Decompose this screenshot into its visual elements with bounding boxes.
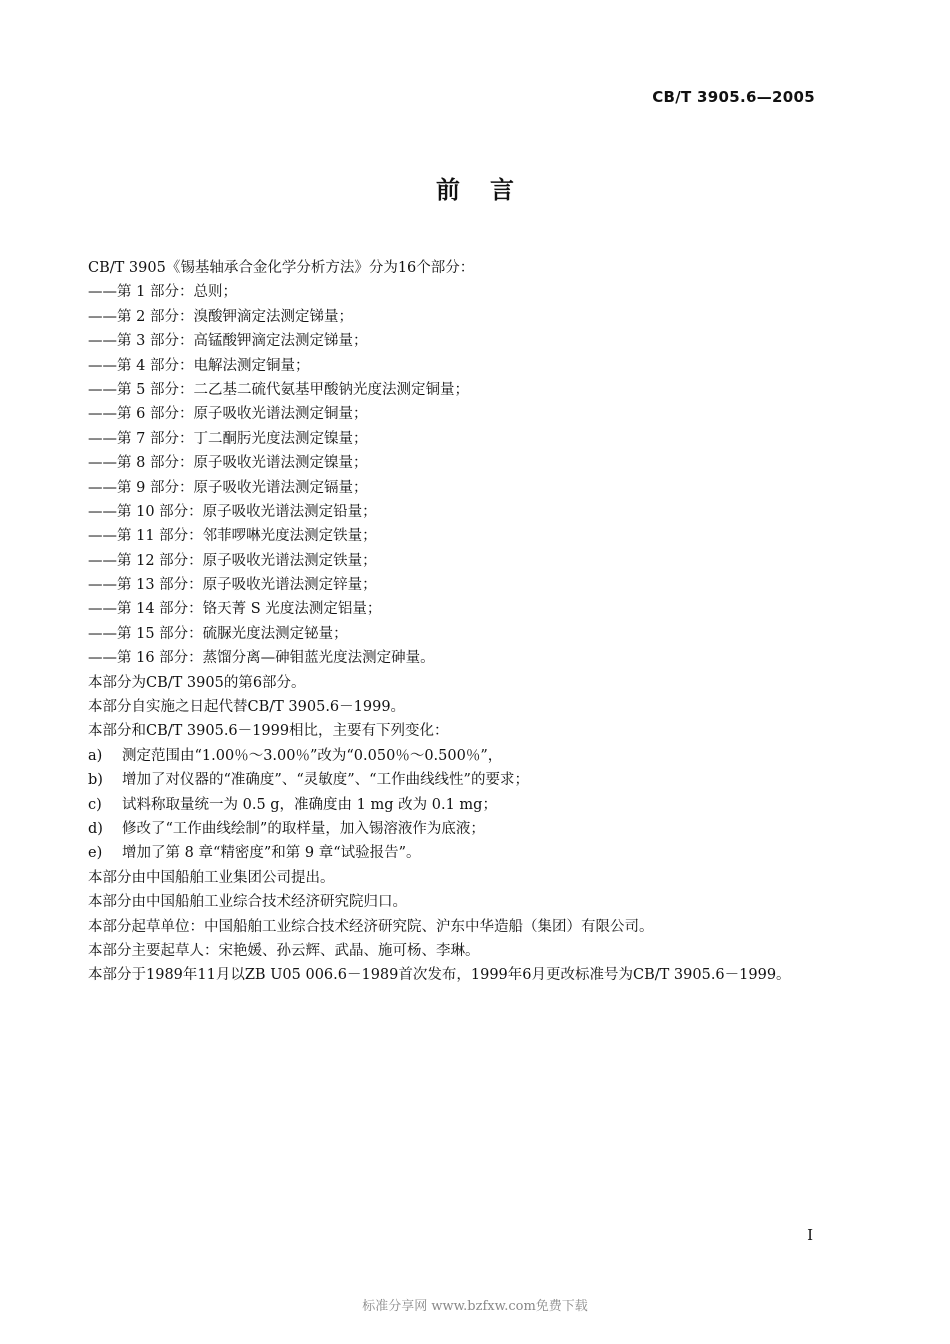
statement-paragraph: 本部分由中国船舶工业集团公司提出。 [88, 869, 335, 886]
intro-paragraph: CB/T 3905《锡基轴承合金化学分析方法》分为16个部分： [88, 260, 475, 276]
change-item-letter: c) [88, 796, 102, 813]
change-item-letter: d) [88, 820, 103, 837]
change-item-text: 增加了第 8 章“精密度”和第 9 章“试验报告”。 [122, 845, 421, 862]
change-item [88, 768, 848, 792]
part-item: ——第 6 部分：原子吸收光谱法测定铜量； [88, 406, 368, 423]
part-item: ——第 2 部分：溴酸钾滴定法测定锑量； [88, 308, 353, 325]
change-item-text: 增加了对仪器的“准确度”、“灵敏度”、“工作曲线线性”的要求； [122, 772, 529, 789]
change-item-letter: a) [88, 747, 103, 764]
watermark-text: 标准分享网 www.bzfxw.com免费下载 [362, 1299, 588, 1314]
part-item: ——第 8 部分：原子吸收光谱法测定镍量； [88, 455, 368, 472]
statement-paragraph: 本部分主要起草人：宋艳媛、孙云辉、武晶、施可杨、李琳。 [88, 942, 480, 959]
part-item: ——第 16 部分：蒸馏分离—砷钼蓝光度法测定砷量。 [88, 650, 435, 667]
change-item-letter: b) [88, 772, 103, 789]
part-item: ——第 12 部分：原子吸收光谱法测定铁量； [88, 552, 377, 569]
document-body [88, 256, 848, 988]
change-item [88, 841, 848, 865]
change-item [88, 817, 848, 841]
part-item: ——第 10 部分：原子吸收光谱法测定铅量； [88, 503, 377, 520]
change-item [88, 744, 848, 768]
statement-paragraph: 本部分和CB/T 3905.6－1999相比，主要有下列变化： [88, 723, 449, 740]
part-item: ——第 7 部分：丁二酮肟光度法测定镍量； [88, 430, 368, 447]
page-number: I [807, 1226, 813, 1244]
part-item: ——第 13 部分：原子吸收光谱法测定锌量； [88, 577, 377, 594]
statement-paragraph: 本部分由中国船舶工业综合技术经济研究院归口。 [88, 894, 407, 911]
change-item-letter: e) [88, 845, 103, 862]
page-title: 前言 [436, 176, 544, 204]
part-item: ——第 4 部分：电解法测定铜量； [88, 357, 310, 374]
statement-paragraph: 本部分为CB/T 3905的第6部分。 [88, 674, 306, 691]
statement-paragraph: 本部分起草单位：中国船舶工业综合技术经济研究院、沪东中华造船（集团）有限公司。 [88, 918, 654, 935]
change-item-text: 修改了“工作曲线绘制”的取样量，加入锡溶液作为底液； [122, 820, 485, 837]
part-item: ——第 11 部分：邻菲啰啉光度法测定铁量； [88, 528, 377, 545]
part-item: ——第 9 部分：原子吸收光谱法测定镉量； [88, 479, 368, 496]
part-item: ——第 14 部分：铬天菁 S 光度法测定铝量； [88, 601, 382, 618]
part-item: ——第 5 部分：二乙基二硫代氨基甲酸钠光度法测定铜量； [88, 381, 469, 398]
change-item [88, 793, 848, 817]
statement-paragraph: 本部分于1989年11月以ZB U05 006.6－1989首次发布，1999年6月更改标准号为CB/T 3905.6－1999。 [88, 967, 791, 984]
change-item-text: 测定范围由“1.00％～3.00％”改为“0.050％～0.500％”， [122, 747, 503, 764]
part-item: ——第 15 部分：硫脲光度法测定铋量； [88, 625, 348, 642]
part-item: ——第 3 部分：高锰酸钾滴定法测定锑量； [88, 333, 368, 350]
statement-paragraph: 本部分自实施之日起代替CB/T 3905.6－1999。 [88, 699, 406, 716]
part-item: ——第 1 部分：总则； [88, 284, 237, 301]
change-item-text: 试料称取量统一为 0.5 g，准确度由 1 mg 改为 0.1 mg； [122, 796, 497, 813]
standard-code: CB/T 3905.6—2005 [652, 88, 815, 106]
